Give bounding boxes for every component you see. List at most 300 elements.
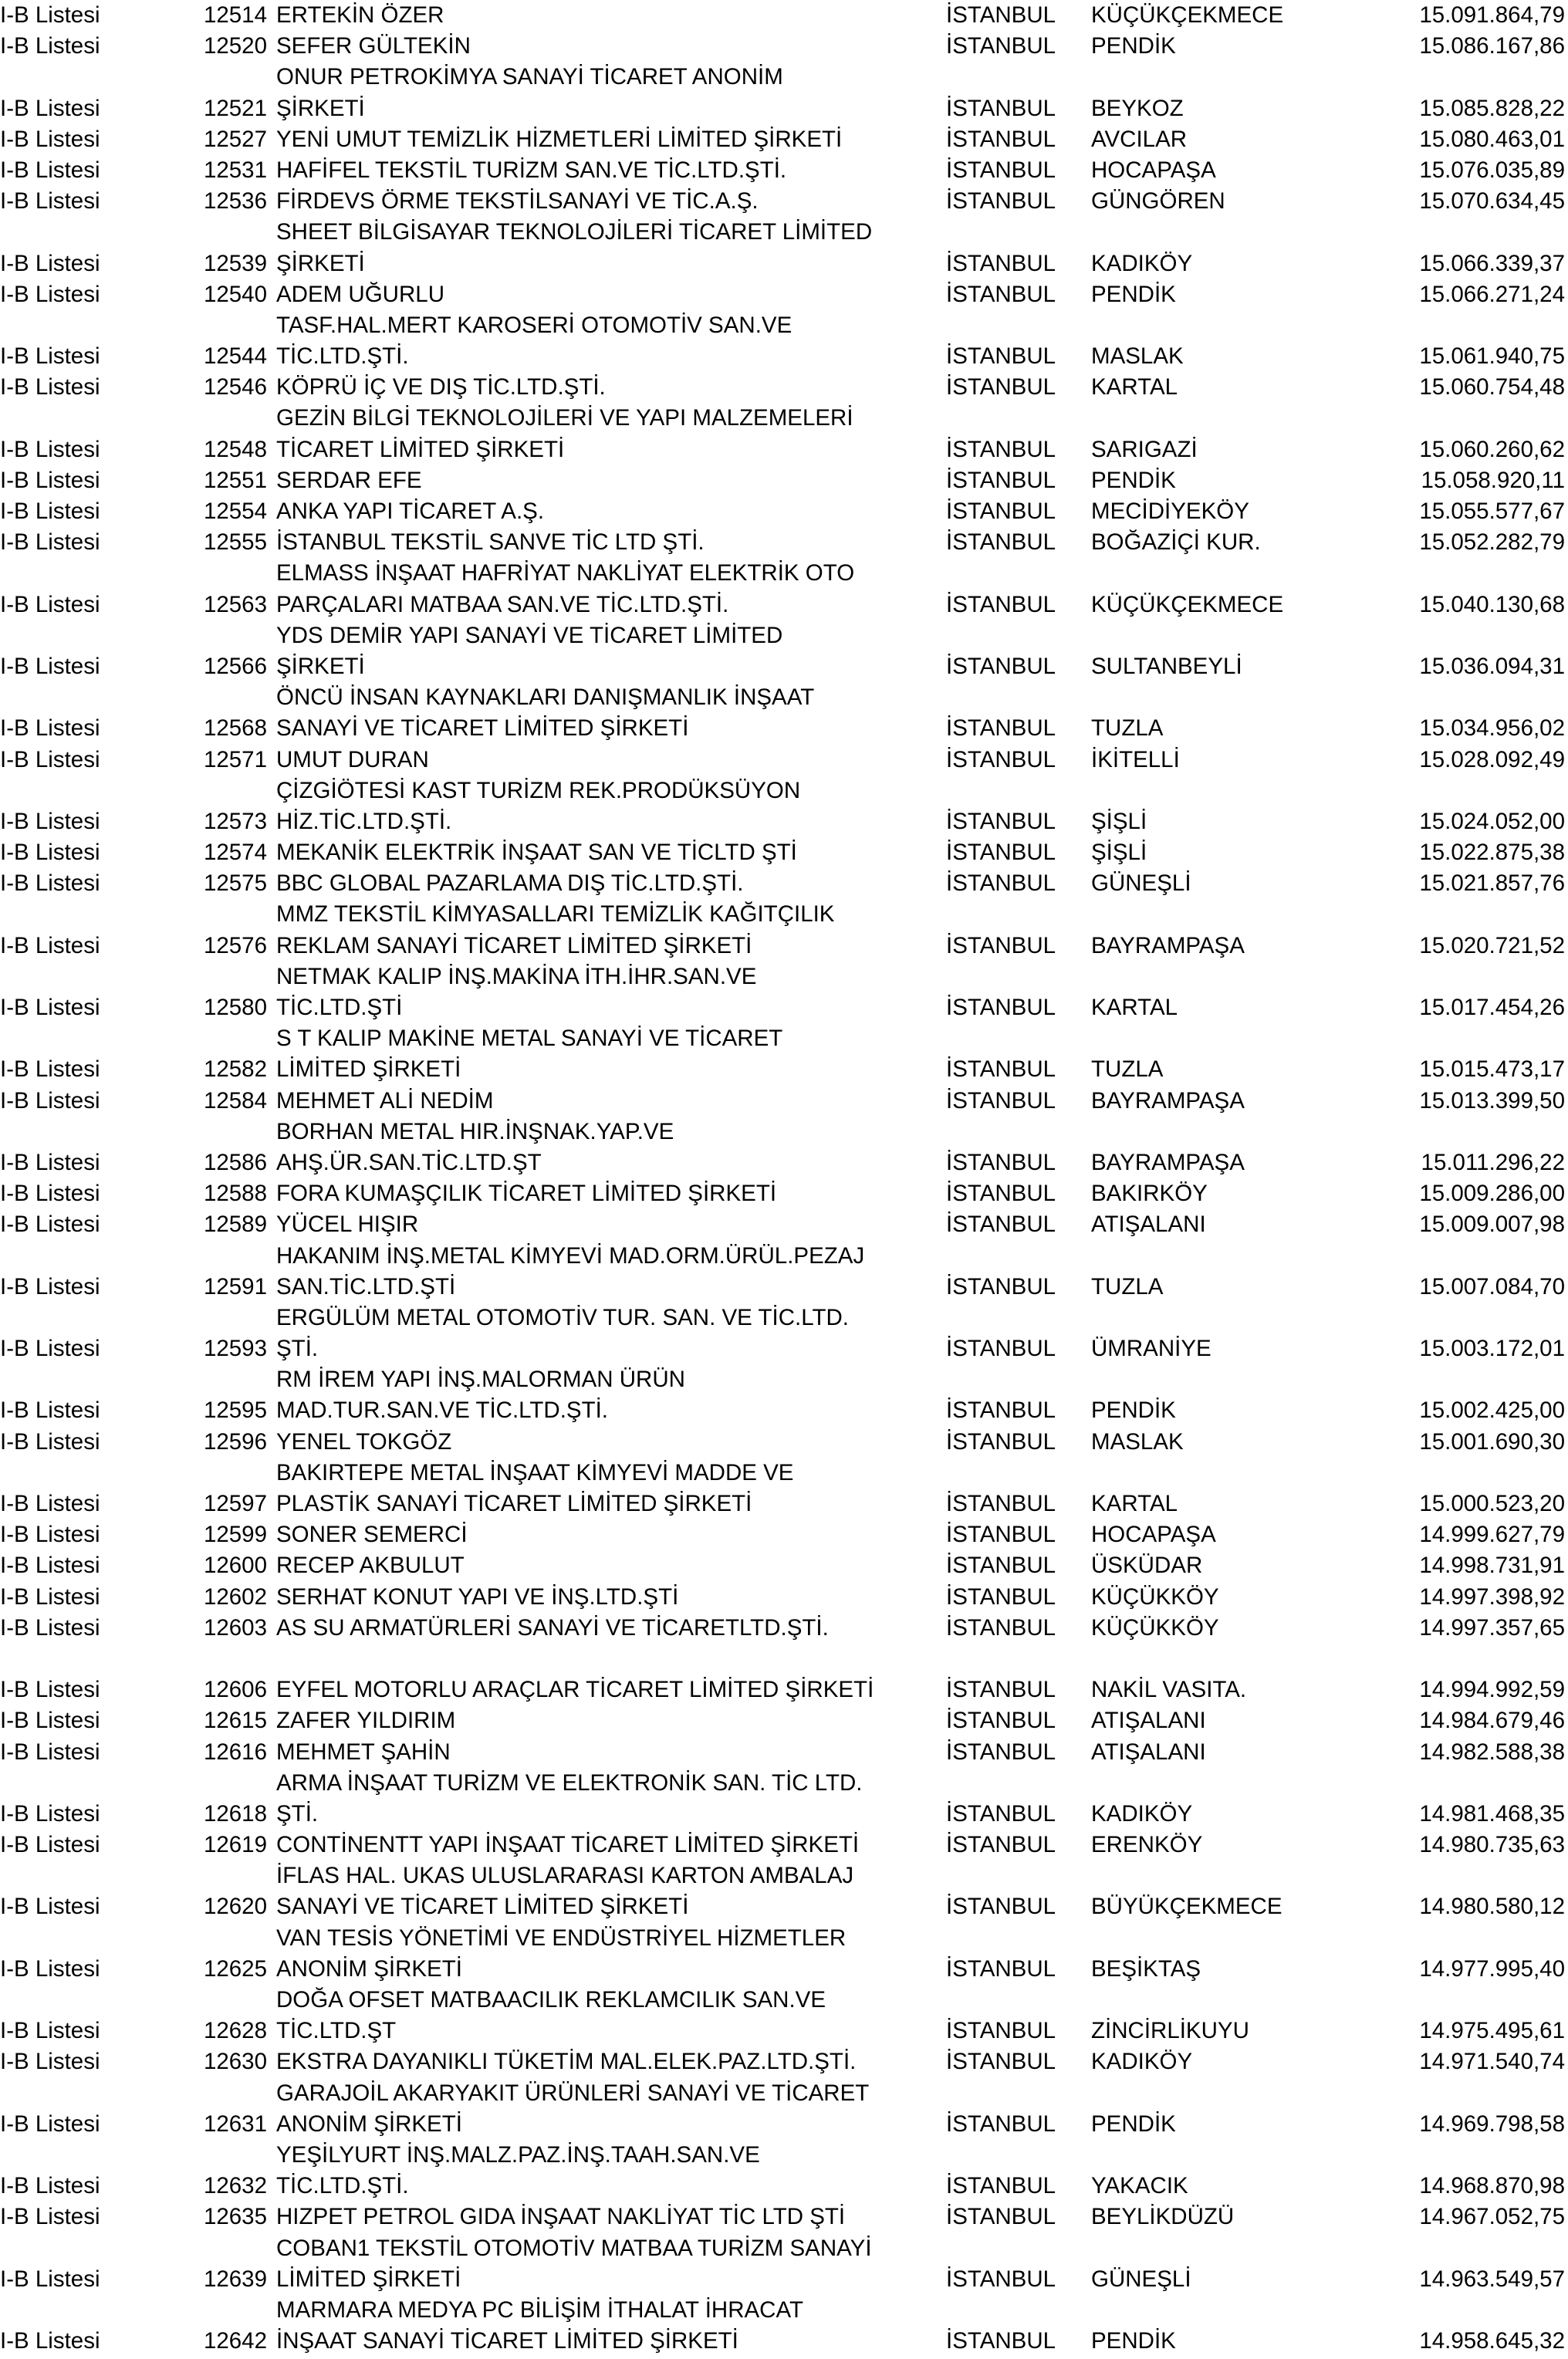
name-wrap-line — [0, 620, 1568, 651]
row-main-line — [0, 248, 1568, 279]
table-row — [0, 1830, 1568, 1861]
amount-cell: 14.980.580,12 — [1419, 1894, 1565, 1920]
row-main-line — [0, 0, 1568, 31]
name-wrap-line — [0, 2078, 1568, 2109]
name-wrap-line — [0, 2233, 1568, 2264]
row-number-cell: 12639 — [203, 2266, 267, 2292]
amount-cell: 15.034.956,02 — [1419, 715, 1565, 742]
amount-cell: 14.997.357,65 — [1419, 1614, 1565, 1641]
table-row — [0, 2046, 1568, 2077]
city-cell: İSTANBUL — [946, 157, 1056, 183]
table-row — [0, 682, 1568, 744]
row-main-line — [0, 1891, 1568, 1922]
table-row — [0, 124, 1568, 155]
name-wrap-line — [0, 962, 1568, 992]
row-main-line — [0, 434, 1568, 465]
row-main-line — [0, 1550, 1568, 1581]
city-cell: İSTANBUL — [946, 1955, 1056, 1982]
row-main-line — [0, 186, 1568, 217]
amount-cell: 15.066.271,24 — [1419, 281, 1565, 307]
district-cell: MASLAK — [1091, 343, 1184, 370]
company-name-continuation: ELMASS İNŞAAT HAFRİYAT NAKLİYAT ELEKTRİK OTO — [276, 560, 855, 586]
row-main-line — [0, 590, 1568, 620]
city-cell: İSTANBUL — [946, 1181, 1056, 1207]
row-number-cell: 12520 — [203, 33, 267, 59]
amount-cell: 15.022.875,38 — [1419, 840, 1565, 866]
row-number-cell: 12642 — [203, 2328, 267, 2354]
row-main-line — [0, 465, 1568, 496]
list-type-cell: I-B Listesi — [0, 2328, 100, 2354]
list-type-cell: I-B Listesi — [0, 2111, 100, 2137]
list-type-cell: I-B Listesi — [0, 95, 100, 121]
row-number-cell: 12593 — [203, 1336, 267, 1362]
company-name-cell: ANONİM ŞİRKETİ — [276, 1955, 462, 1982]
company-name-cell: ŞİRKETİ — [276, 250, 365, 276]
row-main-line — [0, 1830, 1568, 1861]
list-type-cell: I-B Listesi — [0, 932, 100, 958]
city-cell: İSTANBUL — [946, 1894, 1056, 1920]
name-wrap-line — [0, 1117, 1568, 1147]
row-main-line — [0, 2171, 1568, 2202]
name-wrap-line — [0, 1923, 1568, 1954]
district-cell: YAKACIK — [1091, 2173, 1188, 2199]
company-name-cell: SERDAR EFE — [276, 467, 422, 493]
company-name-cell: MEHMET ŞAHİN — [276, 1739, 451, 1765]
table-row — [0, 837, 1568, 868]
district-cell: İKİTELLİ — [1091, 746, 1180, 772]
name-wrap-line — [0, 1241, 1568, 1272]
row-number-cell: 12588 — [203, 1181, 267, 1207]
row-number-cell: 12625 — [203, 1955, 267, 1982]
row-number-cell: 12589 — [203, 1212, 267, 1238]
row-number-cell: 12596 — [203, 1428, 267, 1455]
row-main-line — [0, 1737, 1568, 1768]
row-number-cell: 12544 — [203, 343, 267, 370]
row-number-cell: 12536 — [203, 188, 267, 215]
table-row — [0, 155, 1568, 186]
row-main-line — [0, 372, 1568, 403]
amount-cell: 14.969.798,58 — [1419, 2111, 1565, 2137]
company-name-continuation: COBAN1 TEKSTİL OTOMOTİV MATBAA TURİZM SANAYİ — [276, 2235, 872, 2261]
company-name-continuation: SHEET BİLGİSAYAR TEKNOLOJİLERİ TİCARET LİMİTED — [276, 219, 873, 245]
list-type-cell: I-B Listesi — [0, 1553, 100, 1579]
table-row — [0, 217, 1568, 279]
city-cell: İSTANBUL — [946, 1397, 1056, 1424]
company-name-cell: FİRDEVS ÖRME TEKSTİLSANAYİ VE TİC.A.Ş. — [276, 188, 759, 215]
amount-cell: 14.975.495,61 — [1419, 2018, 1565, 2044]
name-wrap-line — [0, 2140, 1568, 2171]
district-cell: KÜÇÜKÇEKMECE — [1091, 591, 1284, 617]
amount-cell: 15.028.092,49 — [1419, 746, 1565, 772]
company-name-cell: CONTİNENTT YAPI İNŞAAT TİCARET LİMİTED ŞİRKETİ — [276, 1832, 860, 1858]
district-cell: BAYRAMPAŞA — [1091, 1087, 1245, 1114]
row-main-line — [0, 651, 1568, 682]
list-type-cell: I-B Listesi — [0, 840, 100, 866]
amount-cell: 15.052.282,79 — [1419, 529, 1565, 556]
company-name-cell: TİCARET LİMİTED ŞİRKETİ — [276, 436, 565, 462]
row-number-cell: 12531 — [203, 157, 267, 183]
district-cell: PENDİK — [1091, 33, 1176, 59]
amount-cell: 15.009.007,98 — [1419, 1212, 1565, 1238]
list-type-cell: I-B Listesi — [0, 1181, 100, 1207]
amount-cell: 15.085.828,22 — [1419, 95, 1565, 121]
table-row — [0, 1086, 1568, 1117]
table-row — [0, 1768, 1568, 1830]
company-name-cell: MAD.TUR.SAN.VE TİC.LTD.ŞTİ. — [276, 1397, 608, 1424]
city-cell: İSTANBUL — [946, 840, 1056, 866]
table-row — [0, 1582, 1568, 1613]
company-name-cell: TİC.LTD.ŞT — [276, 2018, 397, 2044]
amount-cell: 15.086.167,86 — [1419, 33, 1565, 59]
district-cell: ERENKÖY — [1091, 1832, 1203, 1858]
name-wrap-line — [0, 1364, 1568, 1395]
list-type-cell: I-B Listesi — [0, 2173, 100, 2199]
list-type-cell: I-B Listesi — [0, 374, 100, 400]
company-name-cell: LİMİTED ŞİRKETİ — [276, 1056, 461, 1083]
table-row — [0, 745, 1568, 776]
amount-cell: 14.984.679,46 — [1419, 1708, 1565, 1734]
row-main-line — [0, 745, 1568, 776]
city-cell: İSTANBUL — [946, 2018, 1056, 2044]
table-row — [0, 1364, 1568, 1426]
list-type-cell: I-B Listesi — [0, 1149, 100, 1175]
list-type-cell: I-B Listesi — [0, 1832, 100, 1858]
company-name-continuation: NETMAK KALIP İNŞ.MAKİNA İTH.İHR.SAN.VE — [276, 963, 757, 989]
city-cell: İSTANBUL — [946, 746, 1056, 772]
name-wrap-line — [0, 558, 1568, 589]
row-number-cell: 12568 — [203, 715, 267, 742]
city-cell: İSTANBUL — [946, 1739, 1056, 1765]
district-cell: HOCAPAŞA — [1091, 1522, 1216, 1548]
row-main-line — [0, 868, 1568, 899]
row-number-cell: 12539 — [203, 250, 267, 276]
row-number-cell: 12620 — [203, 1894, 267, 1920]
list-type-cell: I-B Listesi — [0, 715, 100, 742]
amount-cell: 15.011.296,22 — [1421, 1149, 1565, 1175]
row-number-cell: 12582 — [203, 1056, 267, 1083]
company-name-continuation: S T KALIP MAKİNE METAL SANAYİ VE TİCARET — [276, 1026, 783, 1052]
name-wrap-line — [0, 776, 1568, 806]
company-name-cell: İSTANBUL TEKSTİL SANVE TİC LTD ŞTİ. — [276, 529, 705, 556]
district-cell: BOĞAZİÇİ KUR. — [1091, 529, 1261, 556]
district-cell: KÜÇÜKKÖY — [1091, 1583, 1219, 1610]
company-name-cell: LİMİTED ŞİRKETİ — [276, 2266, 461, 2292]
district-cell: PENDİK — [1091, 1397, 1176, 1424]
table-row — [0, 372, 1568, 403]
list-type-cell: I-B Listesi — [0, 1614, 100, 1641]
row-number-cell: 12584 — [203, 1087, 267, 1114]
table-row — [0, 2202, 1568, 2232]
amount-cell: 15.003.172,01 — [1419, 1336, 1565, 1362]
amount-cell: 15.055.577,67 — [1419, 498, 1565, 524]
row-main-line — [0, 1054, 1568, 1085]
company-name-continuation: GEZİN BİLGİ TEKNOLOJİLERİ VE YAPI MALZEMELERİ — [276, 405, 853, 431]
table-row — [0, 1241, 1568, 1303]
table-row — [0, 620, 1568, 682]
amount-cell: 14.981.468,35 — [1419, 1800, 1565, 1827]
list-type-cell: I-B Listesi — [0, 436, 100, 462]
city-cell: İSTANBUL — [946, 1087, 1056, 1114]
name-wrap-line — [0, 1023, 1568, 1054]
company-name-cell: ERTEKİN ÖZER — [276, 2, 444, 28]
district-cell: TUZLA — [1091, 1273, 1164, 1299]
company-name-cell: BBC GLOBAL PAZARLAMA DIŞ TİC.LTD.ŞTİ. — [276, 870, 744, 897]
row-main-line — [0, 31, 1568, 62]
amount-cell: 15.080.463,01 — [1419, 126, 1565, 152]
district-cell: BÜYÜKÇEKMECE — [1091, 1894, 1282, 1920]
list-type-cell: I-B Listesi — [0, 2, 100, 28]
list-type-cell: I-B Listesi — [0, 2204, 100, 2230]
list-type-cell: I-B Listesi — [0, 995, 100, 1020]
row-number-cell: 12597 — [203, 1491, 267, 1516]
company-name-cell: İNŞAAT SANAYİ TİCARET LİMİTED ŞİRKETİ — [276, 2328, 738, 2354]
row-number-cell: 12551 — [203, 467, 267, 493]
company-name-cell: SANAYİ VE TİCARET LİMİTED ŞİRKETİ — [276, 1894, 689, 1920]
company-name-continuation: VAN TESİS YÖNETİMİ VE ENDÜSTRİYEL HİZMETLER — [276, 1925, 847, 1951]
company-name-continuation: ÇİZGİÖTESİ KAST TURİZM REK.PRODÜKSÜYON — [276, 777, 801, 803]
district-cell: MECİDİYEKÖY — [1091, 498, 1249, 524]
table-row — [0, 403, 1568, 465]
table-row — [0, 31, 1568, 62]
row-number-cell: 12615 — [203, 1708, 267, 1734]
list-type-cell: I-B Listesi — [0, 1739, 100, 1765]
table-row — [0, 1923, 1568, 1985]
amount-cell: 14.999.627,79 — [1419, 1522, 1565, 1548]
city-cell: İSTANBUL — [946, 1614, 1056, 1641]
table-row — [0, 1178, 1568, 1209]
row-number-cell: 12619 — [203, 1832, 267, 1858]
company-name-cell: ZAFER YILDIRIM — [276, 1708, 456, 1734]
table-row — [0, 62, 1568, 123]
city-cell: İSTANBUL — [946, 1832, 1056, 1858]
company-name-cell: PARÇALARI MATBAA SAN.VE TİC.LTD.ŞTİ. — [276, 591, 729, 617]
company-name-cell: UMUT DURAN — [276, 746, 429, 772]
row-main-line — [0, 1395, 1568, 1426]
company-name-cell: YENİ UMUT TEMİZLİK HİZMETLERİ LİMİTED ŞİRKETİ — [276, 126, 843, 152]
city-cell: İSTANBUL — [946, 2, 1056, 28]
district-cell: NAKİL VASITA. — [1091, 1677, 1247, 1703]
amount-cell: 15.000.523,20 — [1419, 1491, 1565, 1516]
list-type-cell: I-B Listesi — [0, 1336, 100, 1362]
company-name-cell: YÜCEL HIŞIR — [276, 1212, 419, 1238]
amount-cell: 15.070.634,45 — [1419, 188, 1565, 215]
company-name-continuation: RM İREM YAPI İNŞ.MALORMAN ÜRÜN — [276, 1367, 685, 1393]
list-type-cell: I-B Listesi — [0, 2266, 100, 2292]
company-name-continuation: TASF.HAL.MERT KAROSERİ OTOMOTİV SAN.VE — [276, 312, 792, 338]
table-row — [0, 465, 1568, 496]
row-number-cell: 12632 — [203, 2173, 267, 2199]
city-cell: İSTANBUL — [946, 281, 1056, 307]
row-main-line — [0, 1613, 1568, 1644]
list-type-cell: I-B Listesi — [0, 1491, 100, 1516]
row-main-line — [0, 2109, 1568, 2140]
city-cell: İSTANBUL — [946, 2328, 1056, 2354]
list-type-cell: I-B Listesi — [0, 250, 100, 276]
row-number-cell: 12575 — [203, 870, 267, 897]
district-cell: KARTAL — [1091, 1491, 1178, 1516]
company-name-continuation: ERGÜLÜM METAL OTOMOTİV TUR. SAN. VE TİC.LTD. — [276, 1304, 849, 1330]
row-main-line — [0, 155, 1568, 186]
row-number-cell: 12595 — [203, 1397, 267, 1424]
list-type-cell: I-B Listesi — [0, 1955, 100, 1982]
row-main-line — [0, 1489, 1568, 1519]
list-type-cell: I-B Listesi — [0, 1087, 100, 1114]
table-row — [0, 527, 1568, 558]
company-name-cell: MEHMET ALİ NEDİM — [276, 1087, 494, 1114]
company-name-continuation: ÖNCÜ İNSAN KAYNAKLARI DANIŞMANLIK İNŞAAT — [276, 684, 815, 711]
district-cell: SULTANBEYLİ — [1091, 653, 1242, 679]
company-name-continuation: GARAJOİL AKARYAKIT ÜRÜNLERİ SANAYİ VE TİCARET — [276, 2080, 870, 2106]
table-row — [0, 1861, 1568, 1922]
city-cell: İSTANBUL — [946, 1273, 1056, 1299]
list-type-cell: I-B Listesi — [0, 1212, 100, 1238]
city-cell: İSTANBUL — [946, 250, 1056, 276]
amount-cell: 15.007.084,70 — [1419, 1273, 1565, 1299]
district-cell: BAKIRKÖY — [1091, 1181, 1208, 1207]
row-main-line — [0, 992, 1568, 1023]
district-cell: BEYLİKDÜZÜ — [1091, 2204, 1235, 2230]
district-cell: PENDİK — [1091, 2328, 1176, 2354]
table-row — [0, 1458, 1568, 1519]
company-name-continuation: YEŞİLYURT İNŞ.MALZ.PAZ.İNŞ.TAAH.SAN.VE — [276, 2141, 760, 2168]
list-type-cell: I-B Listesi — [0, 467, 100, 493]
table-row — [0, 1705, 1568, 1736]
row-main-line — [0, 931, 1568, 962]
company-name-cell: MEKANİK ELEKTRİK İNŞAAT SAN VE TİCLTD ŞTİ — [276, 840, 797, 866]
amount-cell: 15.024.052,00 — [1419, 808, 1565, 834]
city-cell: İSTANBUL — [946, 1553, 1056, 1579]
row-number-cell: 12555 — [203, 529, 267, 556]
company-name-cell: SONER SEMERCİ — [276, 1522, 468, 1548]
city-cell: İSTANBUL — [946, 1336, 1056, 1362]
row-number-cell: 12574 — [203, 840, 267, 866]
company-name-cell: YENEL TOKGÖZ — [276, 1428, 452, 1455]
row-number-cell: 12635 — [203, 2204, 267, 2230]
list-type-cell: I-B Listesi — [0, 281, 100, 307]
row-main-line — [0, 1675, 1568, 1705]
table-row — [0, 899, 1568, 961]
amount-cell: 14.997.398,92 — [1419, 1583, 1565, 1610]
row-number-cell: 12616 — [203, 1739, 267, 1765]
row-main-line — [0, 279, 1568, 310]
row-number-cell: 12580 — [203, 995, 267, 1020]
company-name-cell: HIZPET PETROL GIDA İNŞAAT NAKLİYAT TİC LTD ŞTİ — [276, 2204, 846, 2230]
district-cell: KADIKÖY — [1091, 1800, 1193, 1827]
district-cell: BEYKOZ — [1091, 95, 1184, 121]
row-main-line — [0, 341, 1568, 372]
company-name-cell: ŞİRKETİ — [276, 95, 365, 121]
name-wrap-line — [0, 403, 1568, 434]
company-name-cell: HAFİFEL TEKSTİL TURİZM SAN.VE TİC.LTD.ŞTİ. — [276, 157, 787, 183]
row-main-line — [0, 1954, 1568, 1985]
row-number-cell: 12618 — [203, 1800, 267, 1827]
amount-cell: 14.963.549,57 — [1419, 2266, 1565, 2292]
list-type-cell: I-B Listesi — [0, 808, 100, 834]
district-cell: KÜÇÜKÇEKMECE — [1091, 2, 1284, 28]
city-cell: İSTANBUL — [946, 467, 1056, 493]
row-number-cell: 12566 — [203, 653, 267, 679]
district-cell: KADIKÖY — [1091, 2049, 1193, 2075]
row-main-line — [0, 1086, 1568, 1117]
district-cell: PENDİK — [1091, 467, 1176, 493]
amount-cell: 14.980.735,63 — [1419, 1832, 1565, 1858]
row-number-cell: 12514 — [203, 2, 267, 28]
row-number-cell: 12630 — [203, 2049, 267, 2075]
district-cell: KARTAL — [1091, 995, 1178, 1020]
table-row — [0, 1985, 1568, 2046]
table-row — [0, 1209, 1568, 1240]
company-name-cell: AS SU ARMATÜRLERİ SANAYİ VE TİCARETLTD.ŞTİ. — [276, 1614, 829, 1641]
city-cell: İSTANBUL — [946, 2173, 1056, 2199]
row-main-line — [0, 1333, 1568, 1364]
list-type-cell: I-B Listesi — [0, 1677, 100, 1703]
name-wrap-line — [0, 217, 1568, 248]
name-wrap-line — [0, 1303, 1568, 1333]
district-cell: GÜNGÖREN — [1091, 188, 1225, 215]
name-wrap-line — [0, 310, 1568, 341]
list-type-cell: I-B Listesi — [0, 653, 100, 679]
list-type-cell: I-B Listesi — [0, 2049, 100, 2075]
row-main-line — [0, 1427, 1568, 1458]
table-row — [0, 1613, 1568, 1644]
list-type-cell: I-B Listesi — [0, 1056, 100, 1083]
row-main-line — [0, 2326, 1568, 2357]
district-cell: ATIŞALANI — [1091, 1708, 1206, 1734]
company-name-cell: SAN.TİC.LTD.ŞTİ — [276, 1273, 456, 1299]
blank-line — [0, 1644, 1568, 1675]
district-cell: ÜMRANİYE — [1091, 1336, 1211, 1362]
amount-cell: 14.971.540,74 — [1419, 2049, 1565, 2075]
amount-cell: 15.066.339,37 — [1419, 250, 1565, 276]
district-cell: ATIŞALANI — [1091, 1739, 1206, 1765]
table-row — [0, 1303, 1568, 1364]
table-row — [0, 2295, 1568, 2357]
list-type-cell: I-B Listesi — [0, 1273, 100, 1299]
company-name-continuation: ARMA İNŞAAT TURİZM VE ELEKTRONİK SAN. TİC LTD. — [276, 1769, 863, 1796]
company-name-continuation: YDS DEMİR YAPI SANAYİ VE TİCARET LİMİTED — [276, 622, 783, 648]
city-cell: İSTANBUL — [946, 95, 1056, 121]
district-cell: MASLAK — [1091, 1428, 1184, 1455]
row-number-cell: 12571 — [203, 746, 267, 772]
table-row — [0, 558, 1568, 620]
table-row — [0, 868, 1568, 899]
city-cell: İSTANBUL — [946, 1522, 1056, 1548]
amount-cell: 14.968.870,98 — [1419, 2173, 1565, 2199]
row-number-cell: 12599 — [203, 1522, 267, 1548]
row-main-line — [0, 1799, 1568, 1830]
district-cell: ZİNCİRLİKUYU — [1091, 2018, 1249, 2044]
amount-cell: 15.091.864,79 — [1419, 2, 1565, 28]
row-number-cell: 12576 — [203, 932, 267, 958]
district-cell: BEŞİKTAŞ — [1091, 1955, 1201, 1982]
district-cell: ÜSKÜDAR — [1091, 1553, 1203, 1579]
table-row — [0, 279, 1568, 310]
amount-cell: 15.058.920,11 — [1421, 467, 1565, 493]
row-main-line — [0, 1582, 1568, 1613]
company-name-continuation: BAKIRTEPE METAL İNŞAAT KİMYEVİ MADDE VE — [276, 1459, 794, 1485]
city-cell: İSTANBUL — [946, 715, 1056, 742]
row-number-cell: 12554 — [203, 498, 267, 524]
row-number-cell: 12563 — [203, 591, 267, 617]
row-main-line — [0, 124, 1568, 155]
table-row — [0, 1023, 1568, 1085]
city-cell: İSTANBUL — [946, 591, 1056, 617]
name-wrap-line — [0, 1768, 1568, 1799]
name-wrap-line — [0, 682, 1568, 713]
amount-cell: 14.998.731,91 — [1419, 1553, 1565, 1579]
list-type-cell: I-B Listesi — [0, 1894, 100, 1920]
amount-cell: 15.061.940,75 — [1419, 343, 1565, 370]
